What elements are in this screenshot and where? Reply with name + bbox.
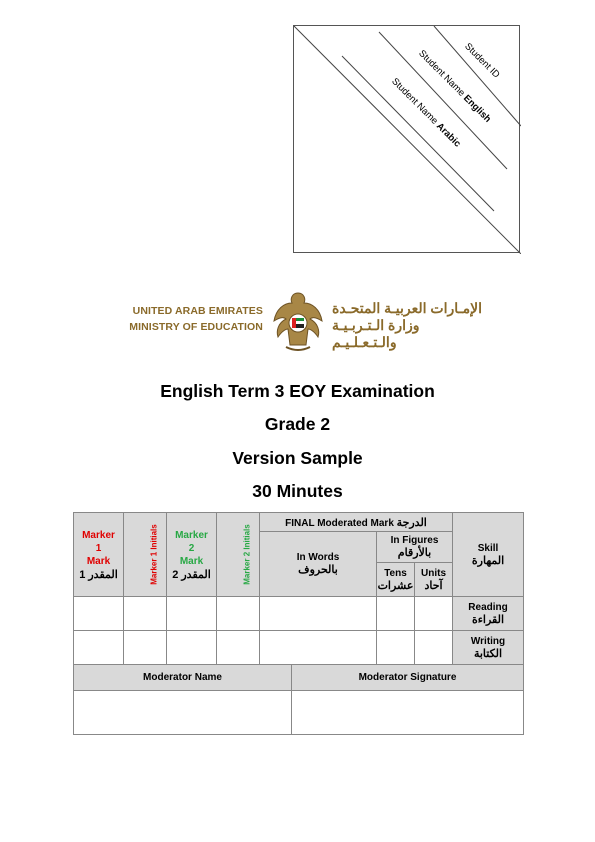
moderator-name-header: Moderator Name — [74, 665, 292, 691]
writing-marker1-mark[interactable] — [74, 631, 124, 665]
writing-marker2-mark[interactable] — [167, 631, 217, 665]
marker1-mark-header: Marker 1 Mark المقدر 1 — [74, 513, 124, 597]
writing-row — [74, 631, 524, 665]
units-header: Units آحاد — [415, 563, 453, 597]
skill-header: Skill المهارة — [453, 513, 524, 597]
reading-marker1-mark[interactable] — [74, 597, 124, 631]
moderator-signature-field[interactable] — [292, 691, 524, 735]
writing-skill-label: Writing الكتابة — [453, 631, 524, 665]
moderator-signature-header: Moderator Signature — [292, 665, 524, 691]
student-id-box — [293, 25, 520, 253]
in-words-header: In Words بالحروف — [260, 532, 377, 597]
grade-title: Grade 2 — [264, 414, 331, 434]
final-moderated-mark-header: FINAL Moderated Mark الدرجة — [260, 513, 453, 532]
reading-row — [74, 597, 524, 631]
uae-falcon-emblem-icon — [270, 289, 326, 355]
in-figures-header: In Figures بالأرقام — [377, 532, 453, 563]
moderator-name-field[interactable] — [74, 691, 292, 735]
student-name-arabic-label: Student Name Arabic — [389, 76, 463, 150]
reading-units[interactable] — [415, 597, 453, 631]
exam-title: English Term 3 EOY Examination — [160, 381, 435, 401]
writing-units[interactable] — [415, 631, 453, 665]
moderator-table — [73, 664, 524, 735]
marks-table — [73, 512, 524, 665]
writing-marker1-initials[interactable] — [124, 631, 167, 665]
marker2-initials-header: Marker 2 Initials — [217, 513, 260, 597]
reading-tens[interactable] — [377, 597, 415, 631]
writing-marker2-initials[interactable] — [217, 631, 260, 665]
reading-skill-label: Reading القراءة — [453, 597, 524, 631]
duration-title: 30 Minutes — [252, 481, 343, 501]
marker2-mark-header: Marker 2 Mark المقدر 2 — [167, 513, 217, 597]
reading-in-words[interactable] — [260, 597, 377, 631]
ministry-name-arabic: الإمـارات العربيـة المتحـدة وزارة الـتـربـيـة والـتـعـلـيـم — [331, 300, 482, 350]
reading-marker2-mark[interactable] — [167, 597, 217, 631]
writing-tens[interactable] — [377, 631, 415, 665]
reading-marker2-initials[interactable] — [217, 597, 260, 631]
writing-in-words[interactable] — [260, 631, 377, 665]
student-name-english-label: Student Name English — [416, 48, 494, 125]
version-title: Version Sample — [232, 448, 363, 468]
tens-header: Tens عشرات — [377, 563, 415, 597]
ministry-name-english: UNITED ARAB EMIRATES MINISTRY OF EDUCATION — [129, 305, 263, 333]
marker1-initials-header: Marker 1 Initials — [124, 513, 167, 597]
reading-marker1-initials[interactable] — [124, 597, 167, 631]
student-id-label: Student ID — [462, 41, 502, 81]
